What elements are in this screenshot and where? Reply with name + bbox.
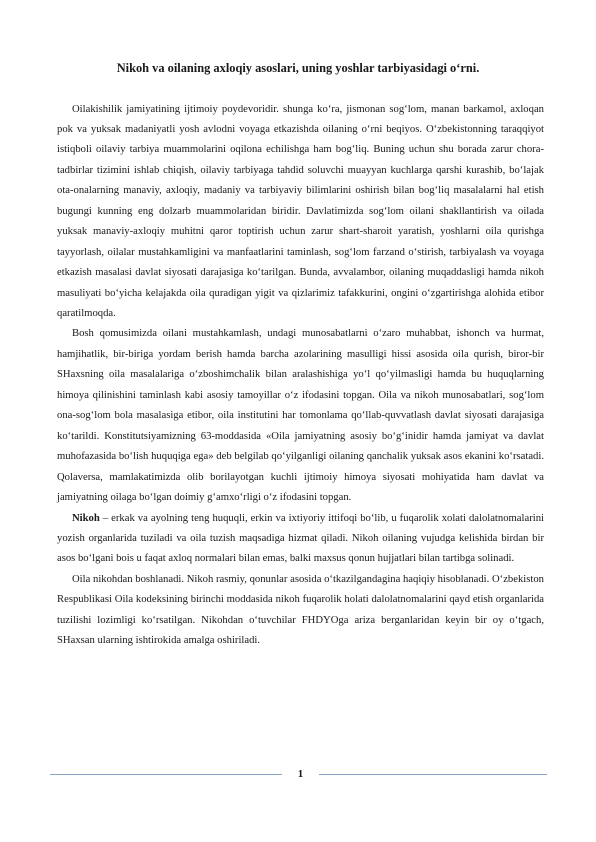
footer-rule-right	[319, 774, 547, 775]
paragraph	[57, 509, 544, 570]
paragraph-text: Oila nikohdan boshlanadi. Nikoh rasmiy, qonunlar asosida o‘tkazilgandagina haqiqiy hisoblanadi. O‘zbekiston Respublikasi Oila kodeksining birinchi moddasida nikoh fuqarolik holati dalolatnomalarini qayd etish organlarida tuzilishi lozimligi ko‘rsatilgan. Nikohdan o‘tuvchilar FHDYOga ariza berganlaridan keyin bir oy o‘tgach, SHaxsan ularning ishtirokida amalga oshiriladi.	[57, 573, 544, 647]
paragraph-text: Oilakishilik jamiyatining ijtimoiy poydevoridir. shunga ko‘ra, jismonan sog‘lom, manan barkamol, axloqan pok va yuksak madaniyatli yosh avlodni voyaga etkazishda oilaning o‘rni beqiyos. O‘zbekistonning taraqqiyot istiqboli oilaviy tarbiya muammolarini oqilona echilishga ham bog‘liq. Buning uchun shu borada zarur chora-tadbirlar tizimini ishlab chiqish, oilaviy tarbiyaga tahdid soluvchi muayyan kuchlarga qarshi kurashib, bo‘lajak ota-onalarning manaviy, axloqiy, madaniy va tarbiyaviy bilimlarini oshirish bilan bog‘liq masalalarni hal etish bugungi kunning eng dolzarb muammolaridan biridir. Davlatimizda sog‘lom oilani shakllantirish va oilada yuksak manaviy-axloqiy muhitni qaror toptirish uchun zarur shart-sharoit yaratish, yoshlarni oila qurishga tayyorlash, oilalar mustahkamligini va manfaatlarini taminlash, sog‘lom farzand o‘stirish, tarbiyalash va voyaga etkazish masalasi davlat siyosati darajasiga ko‘tarilgan. Bunda, avvalambor, oilaning muqaddasligi hamda nikoh masuliyati bo‘yicha kelajakda oila quradigan yigit va qizlarimiz tafakkurini, ongini o‘zgartirishga alohida etibor qaratilmoqda.	[57, 103, 544, 320]
page-number: 1	[297, 768, 304, 780]
document-title: Nikoh va oilaning axloqiy asoslari, uning yoshlar tarbiyasidagi o‘rni.	[116, 61, 480, 75]
page-footer	[50, 766, 547, 782]
paragraph	[57, 570, 544, 652]
footer-rule-left	[50, 774, 282, 775]
paragraph-text: – erkak va ayolning teng huquqli, erkin va ixtiyoriy ittifoqi bo‘lib, u fuqarolik xolati dalolatnomalarini yozish organlarida tuziladi va oila tuzish maqsadiga hizmat qiladi. Nikoh oilaning vujudga kelishida birdan bir asos bo‘lgani bois u faqat axloq normalari bilan emas, balki maxsus qonun hujjatlari bilan tartibga solinadi.	[57, 512, 544, 565]
paragraph	[57, 100, 544, 325]
document-body	[57, 100, 544, 652]
paragraph-bold-lead: Nikoh	[72, 512, 100, 524]
paragraph	[57, 324, 544, 508]
paragraph-text: Bosh qomusimizda oilani mustahkamlash, undagi munosabatlarni o‘zaro muhabbat, ishonch va hurmat, hamjihatlik, bir-biriga yordam berish hamda barcha azolarining masulligi hissi asosida oila qurish, biror-bir SHaxsning oila masalalariga o‘zboshimchalik bilan aralashishiga yo‘l qo‘yilmasligi hamda bu huquqlarning himoya qilinishini taminlash kabi asosiy tamoyillar o‘z ifodasini topgan. Oila va nikoh munosabatlari, sog‘lom ona-sog‘lom bola masalasiga etibor, oila institutini har tomonlama qo‘llab-quvvatlash davlat siyosati darajasiga ko‘tarildi. Konstitutsiyamizning 63-moddasida «Oila jamiyatning asosiy bo‘g‘inidir hamda jamiyat va davlat muhofazasida bo‘lish huquqiga ega» deb belgilab qo‘yilganligi oilaning qanchalik yuksak asos ekanini ko‘rsatadi. Qolaversa, mamlakatimizda olib borilayotgan kuchli ijtimoiy himoya siyosati mohiyatida ham davlat va jamiyatning oilaga bo‘lgan doimiy g‘amxo‘rligi o‘z ifodasini topgan.	[57, 328, 544, 504]
